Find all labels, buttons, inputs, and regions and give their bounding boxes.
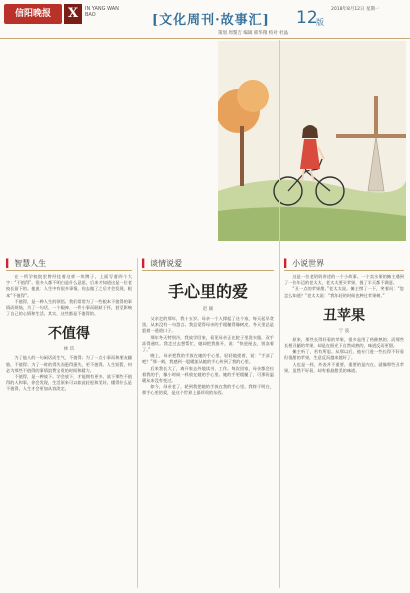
section-title: [文化周刊·故事汇] (152, 13, 270, 28)
dateline: 2018年8月12日 星期一 (331, 7, 380, 12)
article-body (284, 274, 404, 299)
page-unit: 版 (316, 18, 324, 27)
article-body (6, 355, 132, 392)
edition-letter: X (64, 4, 82, 24)
paragraph: 晚上，母亲把我的手放在她的手心里，轻轻地搓着，说：“手凉了吧？”那一刻，我感到一股暖流从她的手心传到了我的心里。 (142, 353, 274, 365)
article-title: 手心里的爱 (167, 282, 248, 301)
section-marker-icon: ▍ (6, 259, 13, 268)
paragraph: 如今，母亲老了，轮到我把她的手放在我的手心里。我终于明白，那手心里的爱，是这个世界上最珍贵的东西。 (142, 384, 274, 396)
paragraph: 父亲走的那年，我十五岁。母亲一个人撑起了这个家，每天起早贪黑，从来没有一句怨言。我总觉得母亲的手粗糙得像树皮，冬天里总是裂着一道道口子。 (142, 316, 274, 334)
section-label-romance (142, 258, 274, 271)
paragraph: 人也是一样，外表并不重要，重要的是内在。就像那些丑苹果，虽然不好看，却有着最甜美的味道。 (284, 361, 404, 373)
paragraph: 在一所学校院里曾经挂着这样一块牌子，上面写着四个大字：“不值得”。很多人都不明白是什么意思，后来才知道这是一位老校长留下的。他说：人生中有很多事情，你去做了之后才会发现，根本“不值得”。 (6, 274, 132, 298)
paragraph: 原来，那些长得好看的苹果，很多是用了药催熟的；而那些长相丑陋的苹果，却是在阳光下自然成熟的，味道反而更甜。 (284, 336, 404, 349)
article-byline: 林 玖 (63, 347, 75, 353)
section-label-text: 智慧人生 (14, 259, 47, 268)
paragraph: 不值得，是一种放下。学会放下，才能拥有更多。放下那些不值得的人和事，你会发现，生活原来可以如此轻松和美好。懂得什么是不值得，人生才会更加从容淡定。 (6, 374, 132, 392)
section-label-text: 小说世界 (292, 259, 325, 268)
paragraph: 不值得，是一种人生的领悟。我们常常为了一些根本不值得的事情而烦恼，为了一句话、一个眼神、一件小事而耿耿于怀，甚至影响了自己的心情和生活。其实，这些都是不值得的。 (6, 298, 132, 317)
editors-line: 策划 周黎吉 编辑 邢华翔 校对 杜晶 (218, 31, 289, 36)
bicycle-girl-illustration (218, 41, 406, 241)
section-label-wisdom (6, 258, 132, 271)
section-label-fiction (284, 258, 404, 271)
article-title: 丑苹果 (323, 307, 365, 324)
middle-article (142, 258, 274, 397)
paragraph: 为了他人的一句闲话而生气，不值得；为了一点小事而和朋友翻脸，不值得；为了一时的得失而患得患失，更不值得。人生短暂，何必为那些不值得的事情浪费宝贵的时间和精力。 (6, 355, 132, 373)
logo-text: 信阳晚报 (14, 9, 51, 19)
article-title: 不值得 (48, 326, 90, 343)
article-byline: 宁 波 (338, 328, 350, 334)
pinyin-name: IN YANG WAN BAO (85, 6, 119, 18)
page-number: 12 (296, 8, 318, 28)
paragraph: 那年冬天特别冷，我放学回家，看见母亲正在院子里洗衣服，双手冻得通红。我走过去想帮忙，她却把我推开，说：“快进屋去，别冻着了。” (142, 334, 274, 353)
newspaper-logo (4, 4, 62, 24)
paragraph: 这是一位老奶奶讲述的一个小故事。一个卖水果的摊主遇到了一位年迈的老太太，老太太要买苹果，挑了半天都不满意。 (284, 274, 404, 286)
right-article (284, 258, 404, 374)
paragraph: 摊主听了，若有所思。从那以后，他专门进一些长得不好看但很甜的苹果，生意反而越来越好了。 (284, 349, 404, 361)
article-body (284, 337, 404, 374)
column-divider-left (137, 258, 138, 588)
paragraph: 后来我长大了，离开家去外地读书、工作。每次回家，母亲都会拉着我的手，像小时候一样放在她的手心里。她的手更粗糙了，可那份温暖从来没有变过。 (142, 365, 274, 384)
article-body (6, 274, 132, 317)
section-marker-icon: ▍ (284, 259, 291, 268)
section-label-text: 谈情说爱 (150, 259, 183, 268)
article-byline: 赵 颖 (202, 307, 214, 312)
section-marker-icon: ▍ (142, 259, 149, 268)
article-body (142, 316, 274, 397)
left-article (6, 258, 132, 393)
column-divider-right (279, 40, 280, 588)
paragraph: “丑一点的苹果甜。”老太太说。摊主愣了一下，笑着问：“您怎么知道？”老太太说：“我年轻的时候也种过苹果树。” (284, 286, 404, 298)
